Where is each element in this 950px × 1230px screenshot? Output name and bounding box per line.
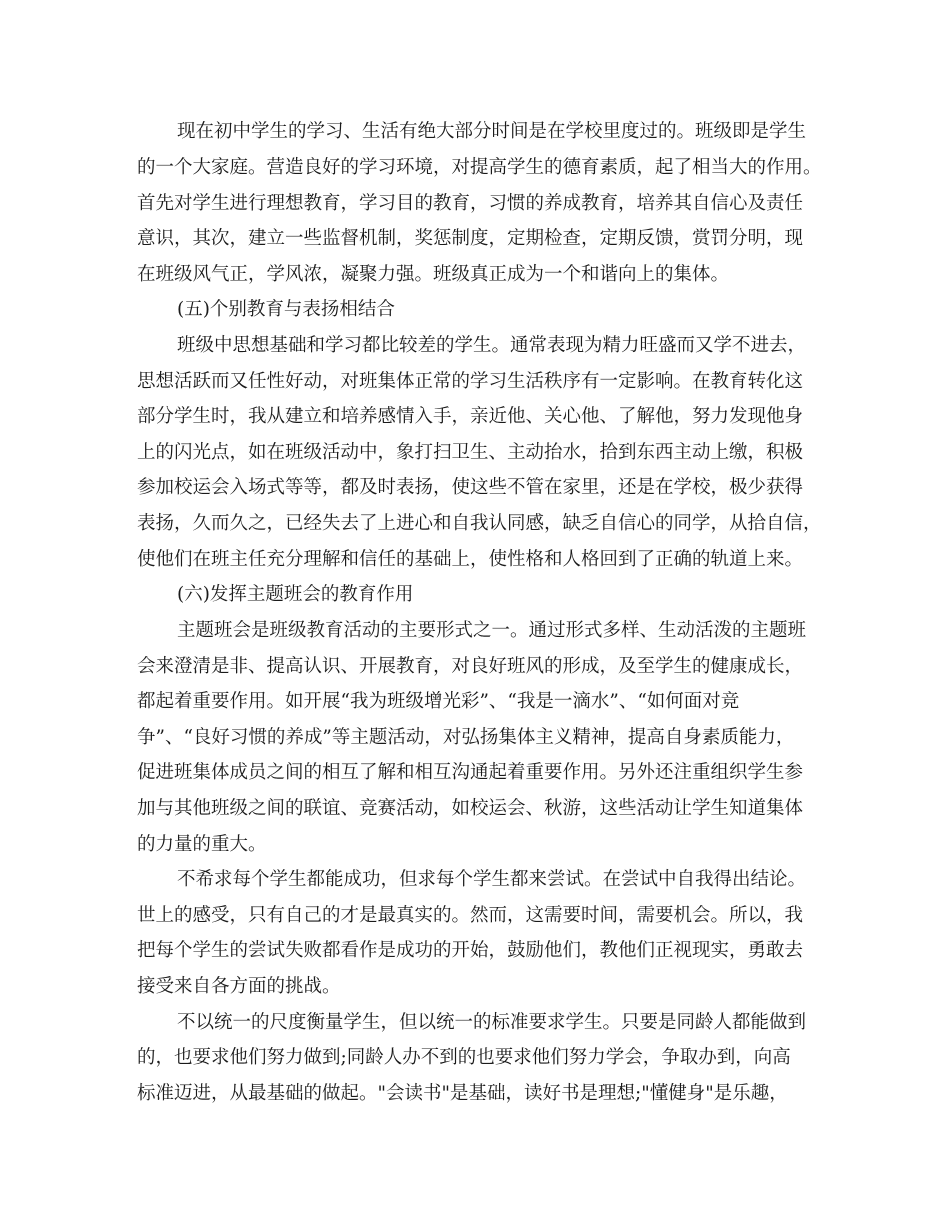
section-heading: (五)个别教育与表扬相结合 — [177, 299, 395, 320]
paragraph-line: 首先对学生进行理想教育，学习目的教育，习惯的养成教育，培养其自信心及责任 — [137, 193, 804, 214]
paragraph-line: 表扬，久而久之，已经失去了上进心和自我认同感，缺乏自信心的同学，从拾自信， — [137, 513, 822, 534]
paragraph-line: 都起着重要作用。如开展“我为班级增光彩”、“我是一滴水”、“如何面对竞 — [137, 691, 740, 712]
paragraph-line: 加与其他班级之间的联谊、竞赛活动，如校运会、秋游，这些活动让学生知道集体 — [137, 798, 804, 819]
paragraph-line: 争”、“良好习惯的养成”等主题活动，对弘扬集体主义精神，提高自身素质能力， — [137, 727, 795, 748]
paragraph-line: 标准迈进，从最基础的做起。"会读书"是基础，读好书是理想;"懂健身"是乐趣， — [137, 1083, 788, 1104]
section-heading: (六)发挥主题班会的教育作用 — [177, 584, 414, 605]
paragraph-line: 部分学生时，我从建立和培养感情入手，亲近他、关心他、了解他，努力发现他身 — [137, 406, 804, 427]
paragraph-line: 的一个大家庭。营造良好的学习环境，对提高学生的德育素质，起了相当大的作用。 — [137, 157, 822, 178]
paragraph-line: 不以统一的尺度衡量学生，但以统一的标准要求学生。只要是同龄人都能做到 — [177, 1012, 807, 1033]
paragraph-line: 在班级风气正，学风浓，凝聚力强。班级真正成为一个和谐向上的集体。 — [137, 264, 730, 285]
paragraph-line: 的力量的重大。 — [137, 834, 267, 855]
paragraph-line: 班级中思想基础和学习都比较差的学生。通常表现为精力旺盛而又学不进去， — [177, 335, 807, 356]
paragraph-line: 上的闪光点，如在班级活动中，象打扫卫生、主动抬水，拾到东西主动上缴，积极 — [137, 442, 804, 463]
paragraph-line: 使他们在班主任充分理解和信任的基础上，使性格和人格回到了正确的轨道上来。 — [137, 549, 804, 570]
paragraph-line: 参加校运会入场式等等，都及时表扬，使这些不管在家里，还是在学校，极少获得 — [137, 477, 804, 498]
paragraph-line: 现在初中学生的学习、生活有绝大部分时间是在学校里度过的。班级即是学生 — [177, 121, 807, 142]
paragraph-line: 意识，其次，建立一些监督机制，奖惩制度，定期检查，定期反馈，赏罚分明，现 — [137, 228, 804, 249]
paragraph-line: 会来澄清是非、提高认识、开展教育，对良好班风的形成，及至学生的健康成长， — [137, 656, 804, 677]
paragraph-line: 不希求每个学生都能成功，但求每个学生都来尝试。在尝试中自我得出结论。 — [177, 869, 807, 890]
paragraph-line: 促进班集体成员之间的相互了解和相互沟通起着重要作用。另外还注重组织学生参 — [137, 762, 804, 783]
paragraph-line: 世上的感受，只有自己的才是最真实的。然而，这需要时间，需要机会。所以，我 — [137, 905, 804, 926]
paragraph-line: 主题班会是班级教育活动的主要形式之一。通过形式多样、生动活泼的主题班 — [177, 620, 807, 641]
paragraph-line: 接受来自各方面的挑战。 — [137, 976, 341, 997]
paragraph-line: 的，也要求他们努力做到;同龄人办不到的也要求他们努力学会，争取办到，向高 — [137, 1047, 791, 1068]
paragraph-line: 把每个学生的尝试失败都看作是成功的开始，鼓励他们，教他们正视现实，勇敢去 — [137, 940, 804, 961]
paragraph-line: 思想活跃而又任性好动，对班集体正常的学习生活秩序有一定影响。在教育转化这 — [137, 371, 804, 392]
